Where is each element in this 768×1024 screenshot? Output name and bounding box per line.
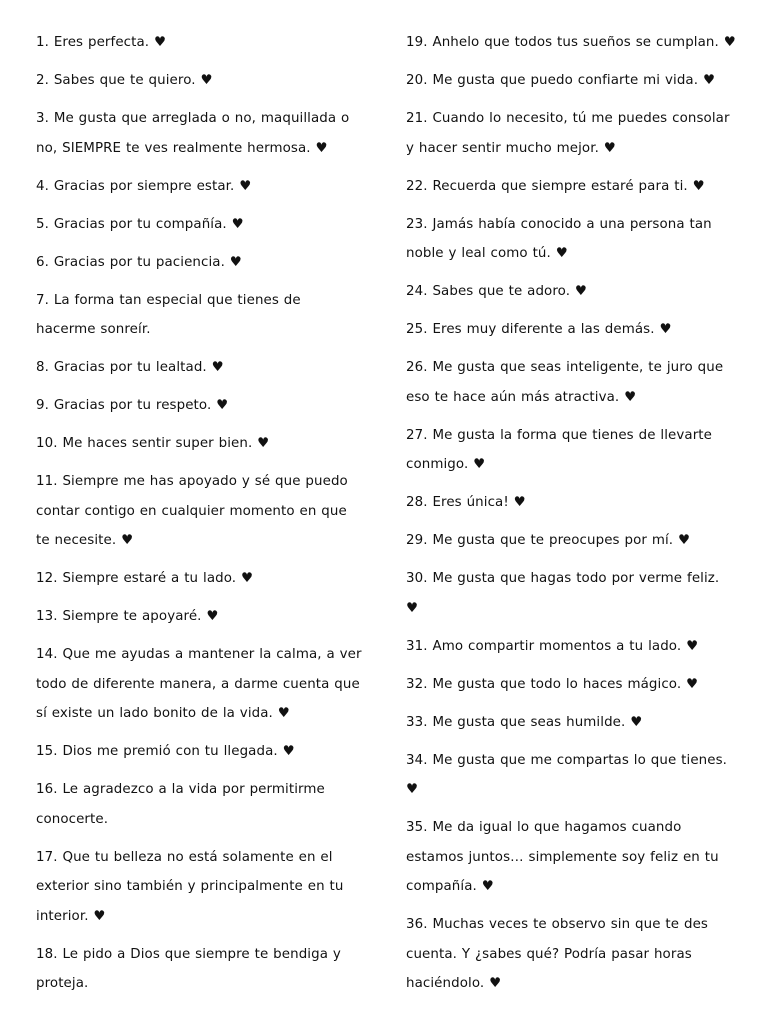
list-item: 29. Me gusta que te preocupes por mí. ♥ (406, 533, 691, 548)
list-item: 23. Jamás había conocido a una persona tan noble y leal como tú. ♥ (406, 216, 712, 261)
list-item: 3. Me gusta que arreglada o no, maquillada o no, SIEMPRE te ves realmente hermosa. ♥ (36, 111, 350, 156)
list-item: 6. Gracias por tu paciencia. ♥ (36, 254, 242, 270)
list-item: 13. Siempre te apoyaré. ♥ (36, 609, 219, 624)
list-item: 1. Eres perfecta. ♥ (36, 35, 167, 50)
list-item: 26. Me gusta que seas inteligente, te juro que eso te hace aún más atractiva. ♥ (406, 360, 724, 405)
list-item: 7. La forma tan especial que tienes de hacerme sonreír. (36, 292, 301, 337)
list-item: 10. Me haces sentir super bien. ♥ (36, 436, 270, 451)
list-item: 4. Gracias por siempre estar. ♥ (36, 178, 252, 194)
list-item: 5. Gracias por tu compañía. ♥ (36, 216, 244, 232)
list-item: 14. Que me ayudas a mantener la calma, a ver todo de diferente manera, a darme cuenta que sí existe un lado bonito de la vida. ♥ (36, 647, 362, 721)
list-item: 16. Le agradezco a la vida por permitirme conocerte. (36, 782, 325, 827)
list-item: 31. Amo compartir momentos a tu lado. ♥ (406, 638, 699, 654)
list-item: 35. Me da igual lo que hagamos cuando estamos juntos… simplemente soy feliz en tu compañía. ♥ (406, 820, 719, 894)
list-item: 34. Me gusta que me compartas lo que tienes. ♥ (406, 752, 728, 797)
list-item: 30. Me gusta que hagas todo por verme feliz. ♥ (406, 571, 720, 616)
list-item: 22. Recuerda que siempre estaré para ti. ♥ (406, 178, 705, 194)
list-item: 18. Le pido a Dios que siempre te bendiga y proteja. (36, 946, 341, 991)
left-column (36, 28, 362, 1007)
list-item: 28. Eres única! ♥ (406, 495, 526, 510)
list-item: 25. Eres muy diferente a las demás. ♥ (406, 322, 672, 337)
list-item: 11. Siempre me has apoyado y sé que puedo contar contigo en cualquier momento en que te necesite. ♥ (36, 474, 348, 548)
list-item: 27. Me gusta la forma que tienes de llevarte conmigo. ♥ (406, 427, 712, 472)
list-item: 32. Me gusta que todo lo haces mágico. ♥ (406, 676, 699, 692)
list-item: 12. Siempre estaré a tu lado. ♥ (36, 571, 254, 586)
right-column (406, 28, 736, 1007)
list-item: 19. Anhelo que todos tus sueños se cumplan. ♥ (406, 35, 736, 50)
list-item: 24. Sabes que te adoro. ♥ (406, 284, 588, 299)
list-item: 9. Gracias por tu respeto. ♥ (36, 398, 229, 413)
list-item: 36. Muchas veces te observo sin que te des cuenta. Y ¿sabes qué? Podría pasar horas haciéndolo. ♥ (406, 917, 708, 991)
list-item: 20. Me gusta que puedo confiarte mi vida. ♥ (406, 73, 716, 88)
list-item: 17. Que tu belleza no está solamente en el exterior sino también y principalmente en tu interior. ♥ (36, 849, 344, 924)
list-item: 8. Gracias por tu lealtad. ♥ (36, 360, 224, 375)
list-item: 33. Me gusta que seas humilde. ♥ (406, 714, 643, 730)
list-item: 21. Cuando lo necesito, tú me puedes consolar y hacer sentir mucho mejor. ♥ (406, 111, 730, 156)
list-item: 2. Sabes que te quiero. ♥ (36, 73, 213, 88)
list-item: 15. Dios me premió con tu llegada. ♥ (36, 744, 295, 759)
